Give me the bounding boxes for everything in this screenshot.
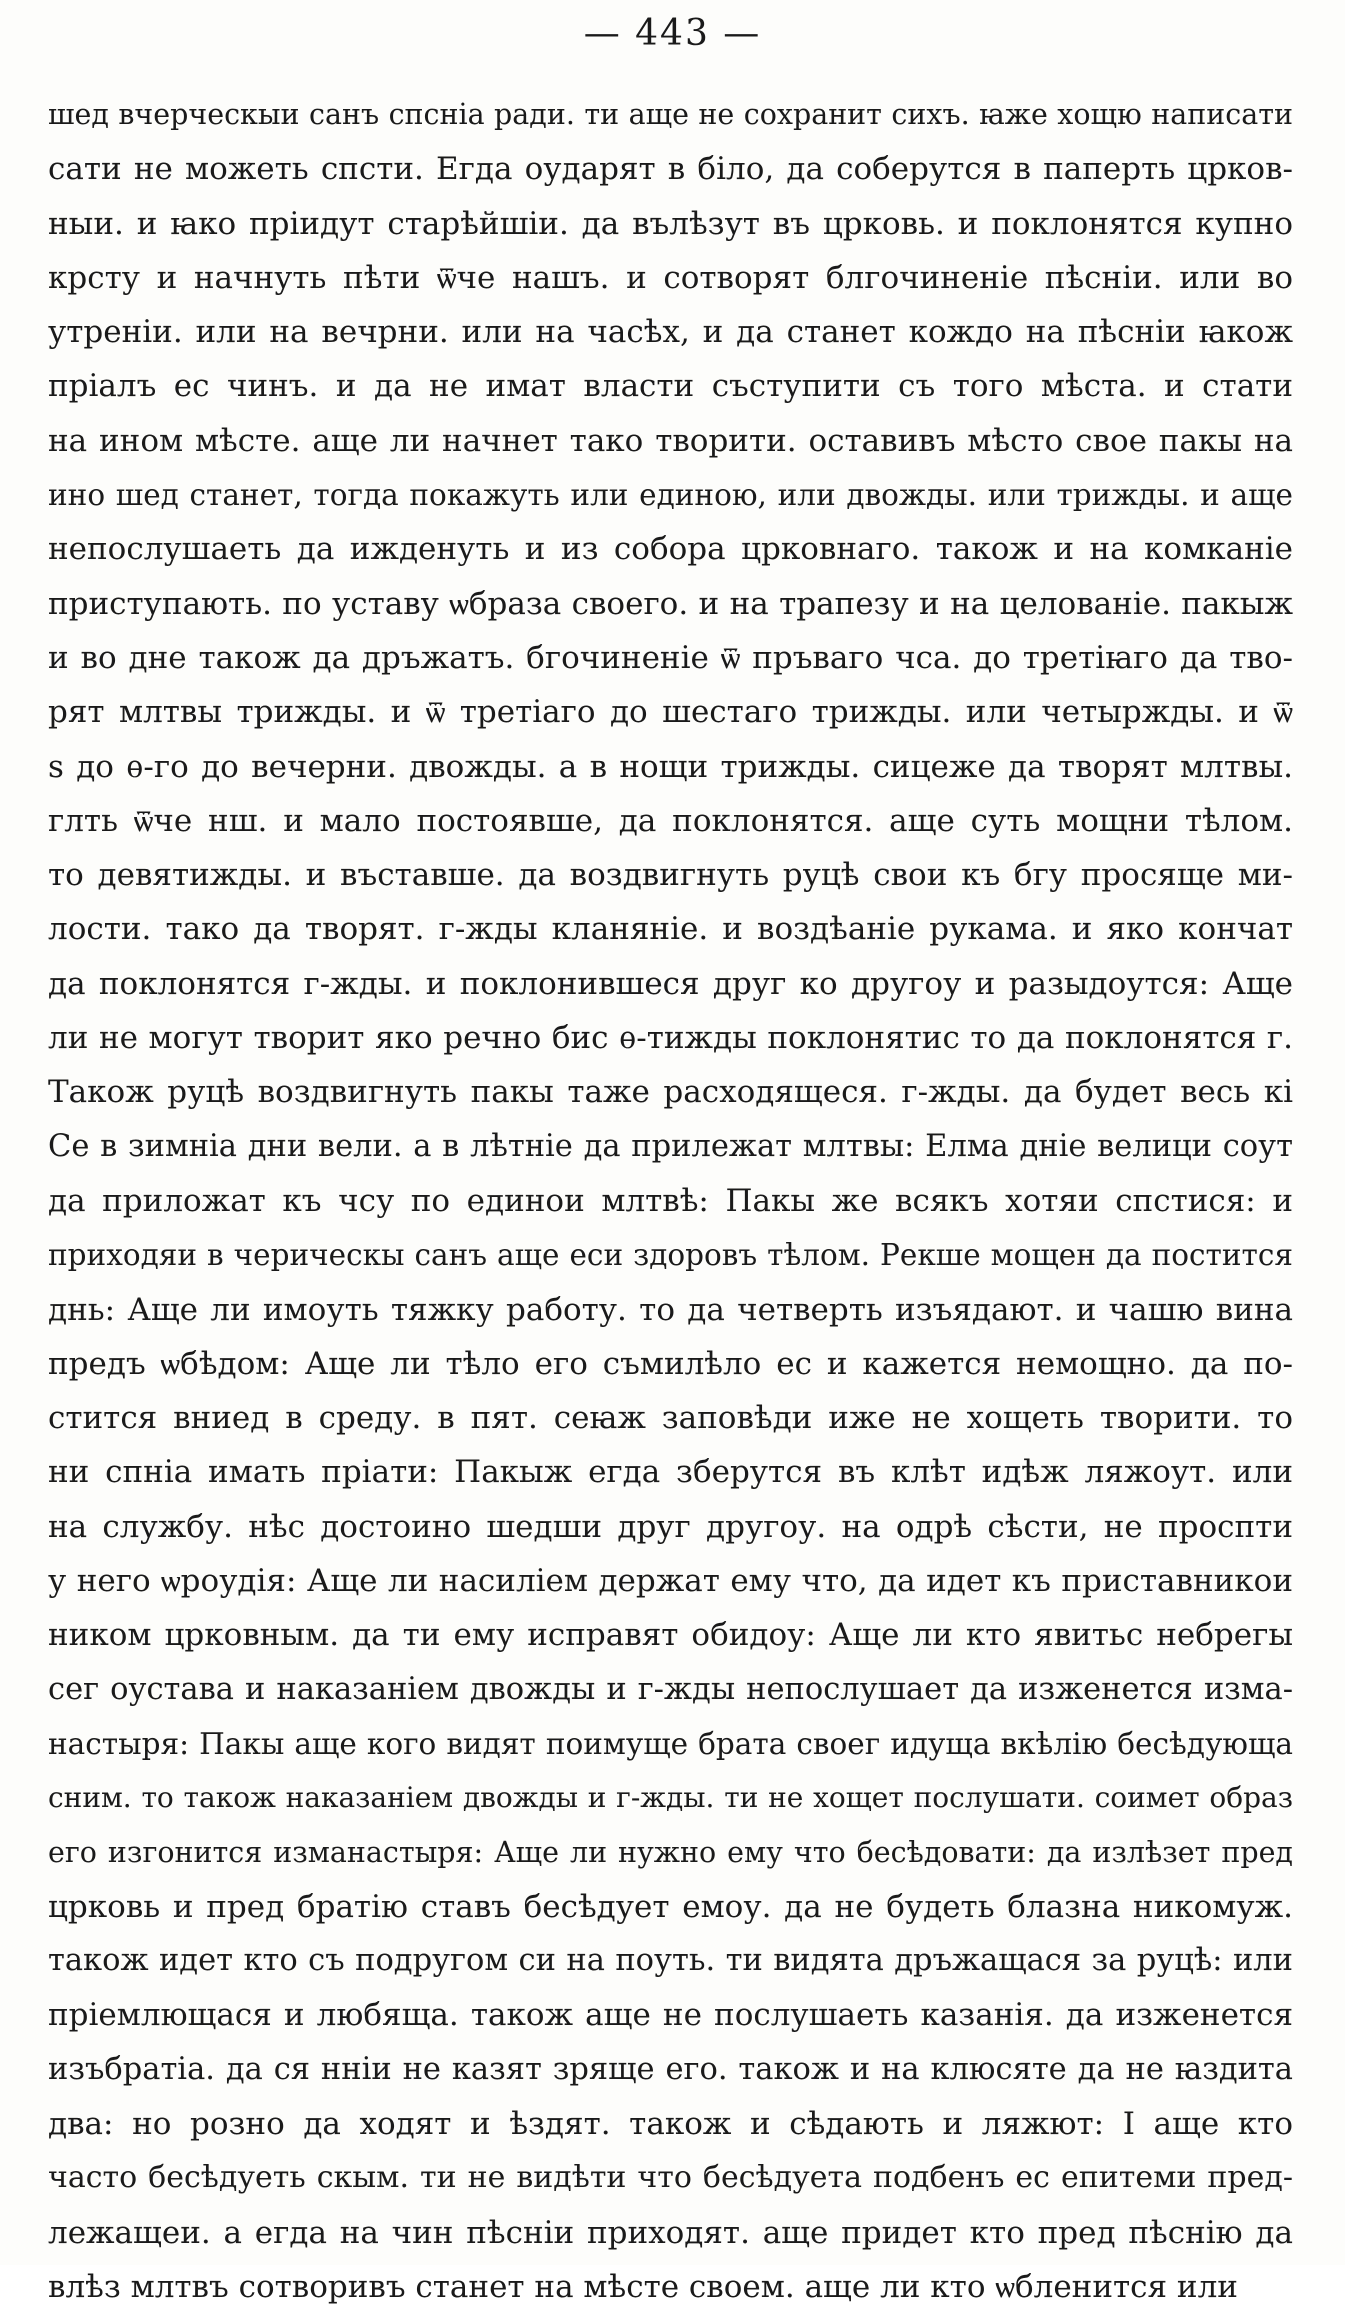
text-line: изъбратіа. да ся нніи не казят зряще его. також и на клюсяте да не ꙗздита [48, 2051, 1293, 2087]
text-line: два: но розно да ходят и ѣздят. також и сѣдають и ляжют: І аще кто [48, 2105, 1293, 2142]
page-number: — 443 — [583, 13, 762, 54]
body-text [48, 88, 1293, 2314]
text-line: приходяи в черическы санъ аще еси здоровъ тѣлом. Рекше мощен да постится [48, 1238, 1293, 1273]
text-line: сег оустава и наказаніем двожды и г-жды непослушает да изженется изма- [48, 1671, 1293, 1707]
text-line: сним. то також наказаніем двожды и г-жды. ти не хощет послушати. соимет образ [48, 1781, 1293, 1815]
text-line: утреніи. или на вечрни. или на часѣх, и да станет кождо на пѣсніи ꙗкож [48, 314, 1293, 351]
text-line: и во дне також да дръжатъ. бгочиненіе ѿ пръваго чса. до третіꙗго да тво- [48, 639, 1293, 676]
text-line: предъ ѡбѣдом: Аще ли тѣло его съмилѣло ес и кажется немощно. да по- [48, 1345, 1293, 1382]
text-line: ли не могут творит яко речно бис ѳ-тижды поклонятис то да поклонятся г. [48, 1020, 1293, 1057]
text-line: лежащеи. а егда на чин пѣсніи приходят. аще придет кто пред пѣснію да [48, 2214, 1293, 2251]
text-line: Се в зимніа дни вели. а в лѣтніе да прилежат млтвы: Елма дніе велици соут [48, 1128, 1293, 1164]
text-line: то девятижды. и въставше. да воздвигнуть руцѣ свои къ бгу просяще ми- [48, 857, 1293, 894]
text-line: ѕ до ѳ-го до вечерни. двожды. а в нощи трижды. сицеже да творят млтвы. [48, 748, 1293, 785]
text-line: ино шед станет, тогда покажуть или единою, или двожды. или трижды. и аще [48, 478, 1293, 513]
text-line: стится вниед в среду. в пят. сеꙗж заповѣди иже не хощеть творити. то [48, 1400, 1293, 1437]
text-line: крсту и начнуть пѣти ѿче нашъ. и сотворят блгочиненіе пѣсніи. или во [48, 259, 1293, 296]
text-line: сати не можеть спсти. Егда оударят в біло, да соберутся в паперть црков- [48, 151, 1293, 188]
text-line: часто бесѣдуеть скым. ти не видѣти что бесѣдуета подбенъ ес епитеми пред- [48, 2160, 1293, 2196]
text-line: его изгонится изманастыря: Аще ли нужно ему что бесѣдовати: да излѣзет пред [48, 1835, 1293, 1869]
text-line: настыря: Пакы аще кого видят поимуще брата своег идуща вкѣлію бесѣдующа [48, 1726, 1293, 1761]
text-line: приступають. по уставу ѡбраза своего. и на трапезу и на целованіе. пакыж [48, 585, 1293, 622]
text-line: влѣз млтвъ сотворивъ станет на мѣсте своем. аще ли кто ѡбленится или [48, 2268, 1238, 2305]
text-line: глть ѿче нш. и мало постоявше, да поклонятся. аще суть мощни тѣлом. [48, 802, 1293, 839]
text-line: у него ѡроудія: Аще ли насиліем держат ему что, да идет къ приставникои [48, 1563, 1293, 1600]
text-line: на ином мѣсте. аще ли начнет тако творити. оставивъ мѣсто свое пакы на [48, 422, 1293, 459]
text-line: рят млтвы трижды. и ѿ третіаго до шестаго трижды. или четыржды. и ѿ [48, 694, 1293, 731]
text-line: пріемлющася и любяща. також аще не послушаеть казанія. да изженется [48, 1997, 1293, 2034]
text-line: ныи. и ꙗко пріидут старѣйшіи. да вълѣзут въ црковь. и поклонятся купно [48, 205, 1293, 242]
text-line: лости. тако да творят. г-жды кланяніе. и воздѣаніе рукама. и яко кончат [48, 911, 1293, 948]
text-line: ником црковным. да ти ему исправят обидоу: Аще ли кто явитьс небрегы [48, 1617, 1293, 1654]
text-line: Також руцѣ воздвигнуть пакы таже расходящеся. г-жды. да будет весь кі [48, 1074, 1293, 1111]
text-line: црковь и пред братію ставъ бесѣдует емоу. да не будеть блазна никомуж. [48, 1888, 1293, 1925]
text-line: пріалъ ес чинъ. и да не имат власти съступити съ того мѣста. и стати [48, 368, 1293, 405]
text-line: непослушаеть да ижденуть и из собора црковнаго. також и на комканіе [48, 531, 1293, 568]
text-line: да поклонятся г-жды. и поклонившеся друг ко другоу и разыдоутся: Аще [48, 965, 1293, 1002]
text-line: шед вчерческыи санъ спсніа ради. ти аще не сохранит сихъ. ꙗже хощю написати [48, 98, 1293, 131]
text-line: да приложат къ чсу по единои млтвѣ: Пакы же всякъ хотяи спстися: и [48, 1182, 1293, 1219]
text-line: на службу. нѣс достоино шедши друг другоу. на одрѣ сѣсти, не проспти [48, 1508, 1293, 1545]
text-line: ни спніа имать пріати: Пакыж егда зберутся въ клѣт идѣж ляжоут. или [48, 1454, 1293, 1491]
text-line: також идет кто съ подругом си на поуть. ти видята дръжащася за руцѣ: или [48, 1943, 1293, 1979]
text-line: днь: Аще ли имоуть тяжку работу. то да четверть изъядают. и чашю вина [48, 1291, 1293, 1328]
